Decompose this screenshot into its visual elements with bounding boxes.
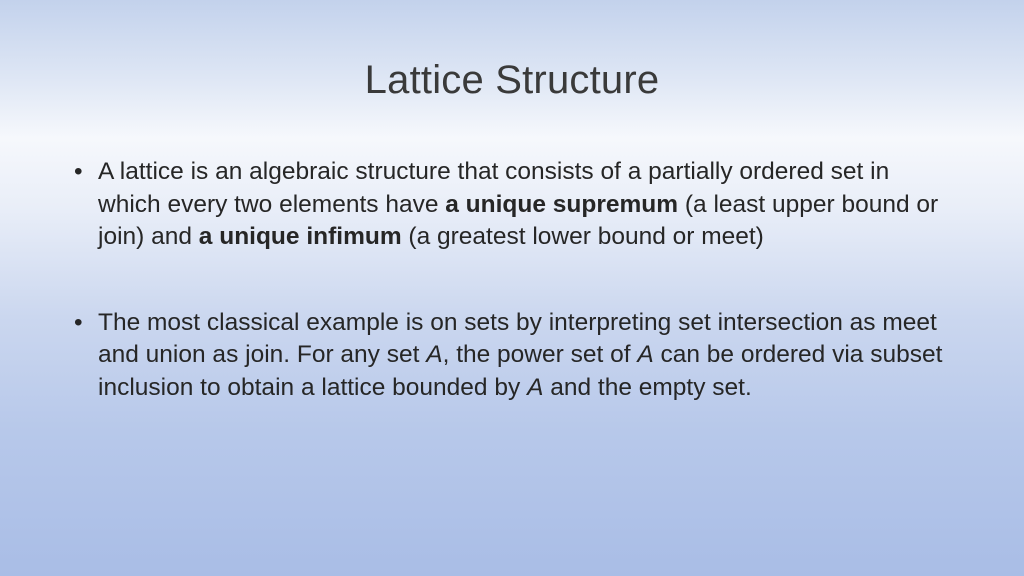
text-segment: The most classical example is on sets by interpreting set intersection as meet and union as join. For any set [98,308,937,368]
text-segment: (a greatest lower bound or meet) [401,223,764,250]
italic-variable-a: A [527,373,544,401]
bullet-marker: • [74,308,83,336]
slide-title: Lattice Structure [364,58,660,102]
bold-term-unique-supremum: a unique supremum [445,190,679,218]
bullet-item-classical-example [74,307,954,405]
slide-body [74,156,954,404]
italic-variable-a: A [426,341,443,368]
bullet-marker: • [74,158,83,185]
text-segment: (a least upper bound or join) and [98,190,939,250]
italic-variable-a: A [637,341,654,368]
bullet-item-lattice-definition [74,156,954,254]
bold-term-unique-infimum: a unique infimum [198,223,402,250]
bullet-text [98,158,938,250]
text-segment: A lattice is an algebraic structure that consists of a partially ordered set in which every two elements have [98,158,890,218]
text-segment: can be ordered via subset inclusion to obtain a lattice bounded by [98,341,943,401]
bullet-text [98,309,942,401]
text-segment: , the power set of [442,341,638,368]
text-segment: and the empty set. [543,373,752,401]
